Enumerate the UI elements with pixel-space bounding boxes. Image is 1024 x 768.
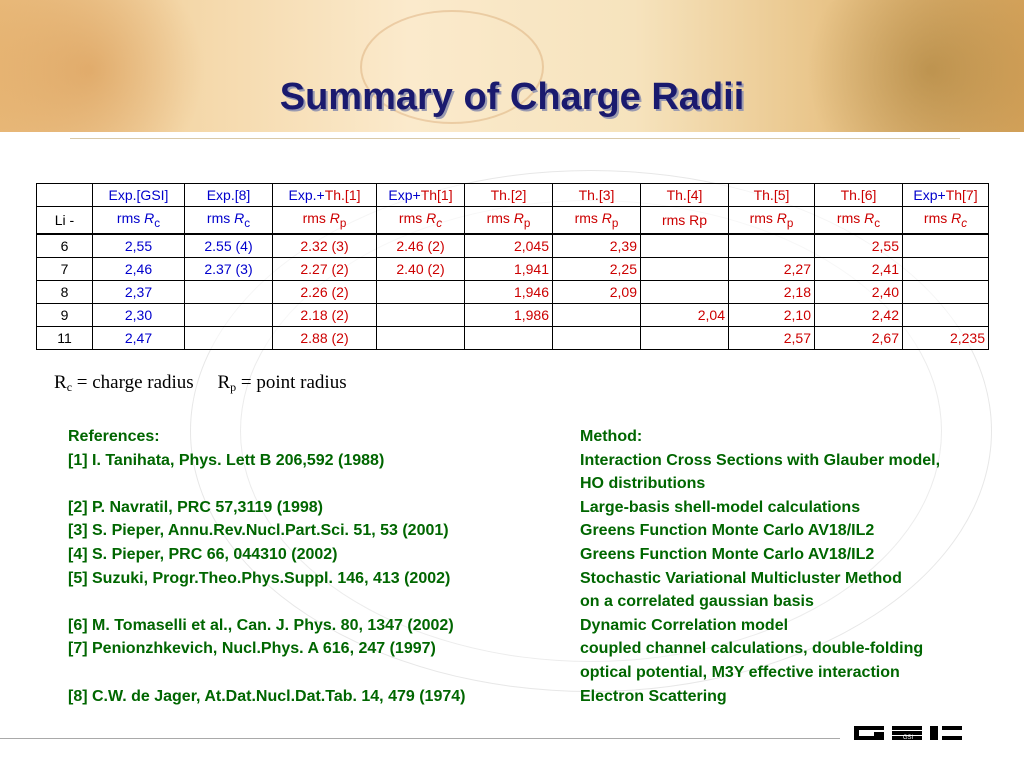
reference-citation	[68, 590, 580, 614]
row-isotope-label: 6	[37, 234, 93, 258]
reference-row	[68, 637, 1024, 661]
header-cell: rms $R_c$	[903, 207, 989, 235]
logo-text: GSI	[902, 735, 914, 741]
reference-citation: [3] S. Pieper, Annu.Rev.Nucl.Part.Sci. 51, 53 (2001)	[68, 522, 449, 540]
table-cell	[729, 234, 815, 258]
rc-definition: = charge radius	[72, 372, 194, 393]
rp-symbol: R	[217, 372, 231, 393]
references-and-methods	[68, 425, 1024, 708]
header-cell: rms $R_p$	[465, 207, 553, 235]
table-cell: 2,09	[553, 281, 641, 304]
reference-method: Large-basis shell-model calculations	[580, 498, 861, 516]
table-row	[37, 258, 989, 281]
table-cell: 2,41	[815, 258, 903, 281]
table-cell: 2.18 (2)	[273, 304, 377, 327]
footer-divider	[0, 738, 840, 739]
reference-method: optical potential, M3Y effective interaction	[580, 663, 900, 681]
reference-citation	[68, 661, 580, 685]
reference-row	[68, 425, 1024, 449]
reference-row	[68, 449, 1024, 473]
header-cell-part: Exp+	[913, 187, 946, 203]
header-cell	[377, 184, 465, 207]
header-cell: Th.[2]	[465, 184, 553, 207]
header-cell: rms $R_p$	[273, 207, 377, 235]
table-cell: 2.88 (2)	[273, 327, 377, 350]
table-cell: 2,10	[729, 304, 815, 327]
radius-legend	[54, 372, 347, 395]
table-cell	[641, 327, 729, 350]
title-divider	[70, 138, 960, 139]
table-cell: 2.40 (2)	[377, 258, 465, 281]
header-cell-part: Exp.+	[288, 187, 325, 203]
table-cell	[641, 281, 729, 304]
rp-subscript: p	[230, 380, 237, 394]
table-cell: 2,045	[465, 234, 553, 258]
table-cell	[903, 304, 989, 327]
header-cell: rms $R_p$	[729, 207, 815, 235]
table-cell: 2,37	[93, 281, 185, 304]
header-cell-li: Li -	[37, 207, 93, 235]
table-cell	[185, 281, 273, 304]
table-cell: 2,18	[729, 281, 815, 304]
reference-citation: [6] M. Tomaselli et al., Can. J. Phys. 80, 1347 (2002)	[68, 616, 454, 634]
table-cell: 1,941	[465, 258, 553, 281]
table-cell	[641, 258, 729, 281]
header-cell	[903, 184, 989, 207]
reference-method: Dynamic Correlation model	[580, 616, 789, 634]
reference-method: on a correlated gaussian basis	[580, 593, 814, 611]
header-cell: Th.[5]	[729, 184, 815, 207]
table-cell	[377, 304, 465, 327]
row-isotope-label: 9	[37, 304, 93, 327]
table-cell	[903, 234, 989, 258]
reference-method: Stochastic Variational Multicluster Method	[580, 569, 902, 587]
reference-method: Interaction Cross Sections with Glauber model,	[580, 451, 941, 469]
header-cell-empty	[37, 184, 93, 207]
table-cell: 2,46	[93, 258, 185, 281]
row-isotope-label: 7	[37, 258, 93, 281]
reference-row	[68, 567, 1024, 591]
table-cell	[903, 258, 989, 281]
header-cell: Th.[4]	[641, 184, 729, 207]
header-cell: Th.[6]	[815, 184, 903, 207]
row-isotope-label: 11	[37, 327, 93, 350]
reference-method: Method:	[580, 428, 643, 445]
table-cell: 2,67	[815, 327, 903, 350]
reference-row	[68, 614, 1024, 638]
header-cell: Th.[3]	[553, 184, 641, 207]
header-cell: Exp.[GSI]	[93, 184, 185, 207]
header-cell: rms $R_c$	[377, 207, 465, 235]
table-cell: 2,55	[93, 234, 185, 258]
header-cell: rms $R_p$	[553, 207, 641, 235]
reference-citation: [5] Suzuki, Progr.Theo.Phys.Suppl. 146, 413 (2002)	[68, 569, 451, 587]
table-cell: 1,946	[465, 281, 553, 304]
table-cell: 1,986	[465, 304, 553, 327]
table-cell	[553, 327, 641, 350]
header-cell-part: Exp+	[388, 187, 421, 203]
table-cell: 2.37 (3)	[185, 258, 273, 281]
table-cell: 2.32 (3)	[273, 234, 377, 258]
reference-row	[68, 496, 1024, 520]
reference-citation: [2] P. Navratil, PRC 57,3119 (1998)	[68, 498, 323, 516]
table-row	[37, 281, 989, 304]
table-cell	[377, 327, 465, 350]
rc-symbol: R	[54, 372, 67, 393]
rc-subscript: c	[66, 380, 73, 394]
reference-citation: [4] S. Pieper, PRC 66, 044310 (2002)	[68, 545, 338, 563]
reference-row	[68, 661, 1024, 685]
table-cell: 2,30	[93, 304, 185, 327]
reference-citation: [7] Penionzhkevich, Nucl.Phys. A 616, 247 (1997)	[68, 640, 436, 658]
header-cell-part: Th.[1]	[324, 187, 361, 203]
table-cell	[185, 304, 273, 327]
reference-method: HO distributions	[580, 475, 706, 493]
header-cell-part: Th[1]	[420, 187, 453, 203]
reference-method: coupled channel calculations, double-folding	[580, 640, 924, 658]
table-cell: 2,25	[553, 258, 641, 281]
table-row	[37, 327, 989, 350]
table-cell: 2,47	[93, 327, 185, 350]
table-cell: 2,55	[815, 234, 903, 258]
table-cell: 2,57	[729, 327, 815, 350]
table-cell: 2,235	[903, 327, 989, 350]
header-cell: Exp.[8]	[185, 184, 273, 207]
table-cell	[465, 327, 553, 350]
reference-method: Greens Function Monte Carlo AV18/IL2	[580, 522, 875, 540]
reference-row	[68, 590, 1024, 614]
reference-citation: References:	[68, 428, 160, 445]
table-cell: 2,40	[815, 281, 903, 304]
table-header-row-quantities	[37, 207, 989, 235]
reference-row	[68, 472, 1024, 496]
table-header-row-sources	[37, 184, 989, 207]
reference-citation: [8] C.W. de Jager, At.Dat.Nucl.Dat.Tab. 14, 479 (1974)	[68, 687, 466, 705]
gsi-logo	[852, 720, 964, 746]
table-cell	[641, 234, 729, 258]
reference-row	[68, 543, 1024, 567]
table-cell: 2.27 (2)	[273, 258, 377, 281]
slide-title: Summary of Charge Radii	[279, 76, 745, 118]
reference-row	[68, 519, 1024, 543]
rp-definition: = point radius	[236, 372, 347, 393]
table-cell: 2.55 (4)	[185, 234, 273, 258]
table-cell: 2.46 (2)	[377, 234, 465, 258]
charge-radii-table	[36, 183, 989, 350]
header-cell: rms $R_c$	[185, 207, 273, 235]
table-cell: 2,42	[815, 304, 903, 327]
table-cell: 2,27	[729, 258, 815, 281]
reference-citation	[68, 472, 580, 496]
header-cell: rms Rp	[641, 207, 729, 235]
table-cell	[553, 304, 641, 327]
table-cell	[903, 281, 989, 304]
header-cell-part: Th[7]	[945, 187, 978, 203]
header-cell: rms $R_c$	[815, 207, 903, 235]
reference-method: Greens Function Monte Carlo AV18/IL2	[580, 545, 875, 563]
table-cell	[185, 327, 273, 350]
table-cell	[377, 281, 465, 304]
table-cell: 2,04	[641, 304, 729, 327]
table-row	[37, 234, 989, 258]
reference-row	[68, 685, 1024, 709]
reference-method: Electron Scattering	[580, 687, 727, 705]
row-isotope-label: 8	[37, 281, 93, 304]
table-row	[37, 304, 989, 327]
reference-citation: [1] I. Tanihata, Phys. Lett B 206,592 (1988)	[68, 451, 385, 469]
header-cell	[273, 184, 377, 207]
table-cell: 2.26 (2)	[273, 281, 377, 304]
table-cell: 2,39	[553, 234, 641, 258]
header-cell: rms $R_c$	[93, 207, 185, 235]
